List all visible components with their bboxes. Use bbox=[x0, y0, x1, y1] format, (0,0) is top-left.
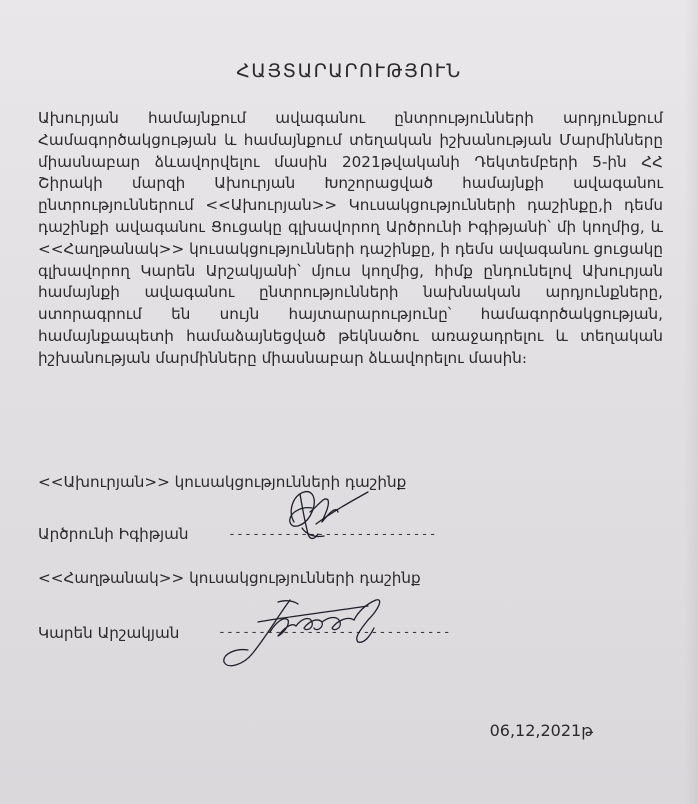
signatory-party-akhuryan: <<Ախուրյան>> կուսակցությունների դաշինք bbox=[38, 473, 407, 491]
handwritten-signature-1 bbox=[280, 482, 380, 552]
signatory-name-1: Արծրունի Իգիթյան bbox=[38, 525, 189, 543]
document-date: 06,12,2021թ bbox=[489, 721, 593, 740]
signature-line-1: -------------------------- bbox=[228, 527, 437, 542]
signature-line-2: ----------------------------- bbox=[218, 625, 451, 640]
handwritten-signature-2 bbox=[218, 592, 388, 674]
signatory-name-2: Կարեն Արշակյան bbox=[38, 624, 180, 642]
statement-body: Ախուրյան համայնքում ավագանու ընտրությունների արդյունքում Համագործակցության և համայնքում տեղական իշխանության Մարմինները միասնաբար ձևավորվելու մասին 2021թվականի Դեկտեմբերի 5-ին ՀՀ Շիրակի մարզի Ախուրյան Խոշորացված համայնքի ավագանու ընտրություններում <<Ախուրյան>> Կուսակցությունների դաշինքը,ի դեմս դաշինքի ավագանու Ցուցակը գլխավորող Արծրունի Իգիթյանի՝ մի կողմից, և <<Հաղթանակ>> կուսակցությունների դաշինքը, ի դեմս ավագանու ցուցակը գլխավորող Կարեն Արշակյանի՝ մյուս կողմից, հիմք ընդունելով Ախուրյան համայնքի ավագանու ընտրությունների նախնական արդյունքները, ստորագրում են սույն հայտարարությունը՝ համագործակցության, համայնքապետի համաձայնեցված թեկնածու առաջադրելու և տեղական իշխանության մարմինները միասնաբար ձևավորելու մասին։ bbox=[38, 109, 663, 367]
document-title: ՀԱՅՏԱՐԱՐՈՒԹՅՈՒՆ bbox=[236, 60, 462, 82]
signatory-party-haghtanak: <<Հաղթանակ>> կուսակցությունների դաշինք bbox=[38, 569, 421, 587]
